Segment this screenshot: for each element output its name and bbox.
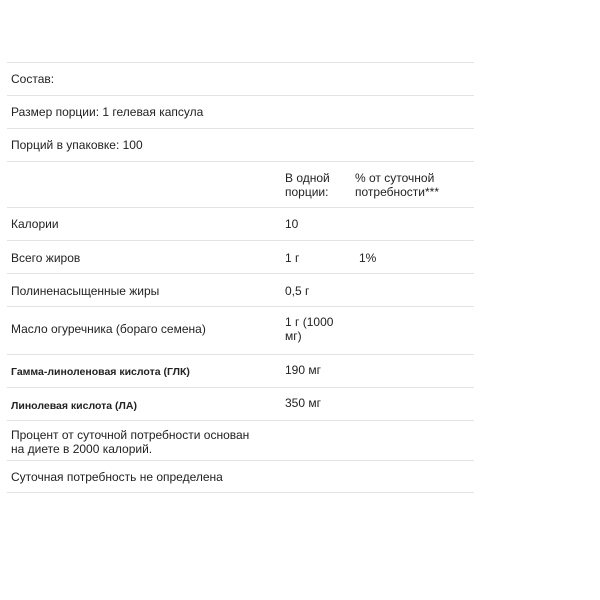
table-row <box>7 460 474 493</box>
per-serving-header: В одной порции: <box>285 171 330 199</box>
nutrient-amount: 0,5 г <box>285 284 310 298</box>
nutrient-amount: 350 мг <box>285 396 321 410</box>
composition-label: Состав: <box>11 72 55 86</box>
nutrient-amount: 10 <box>285 217 299 231</box>
daily-value-not-established-footnote: Суточная потребность не определена <box>11 470 223 484</box>
nutrient-amount: 190 мг <box>285 363 321 377</box>
nutrient-daily-value: 1% <box>359 251 377 265</box>
servings-per-container-label: Порций в упаковке: 100 <box>11 138 143 152</box>
table-row <box>7 128 474 161</box>
nutrient-amount: 1 г <box>285 251 300 265</box>
nutrient-label: Полиненасыщенные жиры <box>11 284 160 298</box>
table-row <box>7 420 474 460</box>
table-row <box>7 306 474 354</box>
table-header-row <box>7 161 474 207</box>
nutrient-label: Масло огуречника (бораго семена) <box>11 322 206 336</box>
nutrition-facts-table <box>7 62 474 493</box>
table-row <box>7 387 474 420</box>
nutrient-label: Гамма-линоленовая кислота (ГЛК) <box>11 366 190 378</box>
daily-value-header: % от суточной потребности*** <box>355 171 439 199</box>
daily-value-footnote: Процент от суточной потребности основан на диете в 2000 калорий. <box>11 428 250 456</box>
table-row <box>7 62 474 95</box>
table-row <box>7 354 474 387</box>
table-row <box>7 273 474 306</box>
serving-size-label: Размер порции: 1 гелевая капсула <box>11 105 204 119</box>
table-row <box>7 95 474 128</box>
nutrient-amount: 1 г (1000 мг) <box>285 315 334 343</box>
table-row <box>7 240 474 273</box>
nutrient-label: Всего жиров <box>11 251 81 265</box>
table-row <box>7 207 474 240</box>
nutrient-label: Линолевая кислота (ЛА) <box>11 400 137 412</box>
nutrient-label: Калории <box>11 217 59 231</box>
